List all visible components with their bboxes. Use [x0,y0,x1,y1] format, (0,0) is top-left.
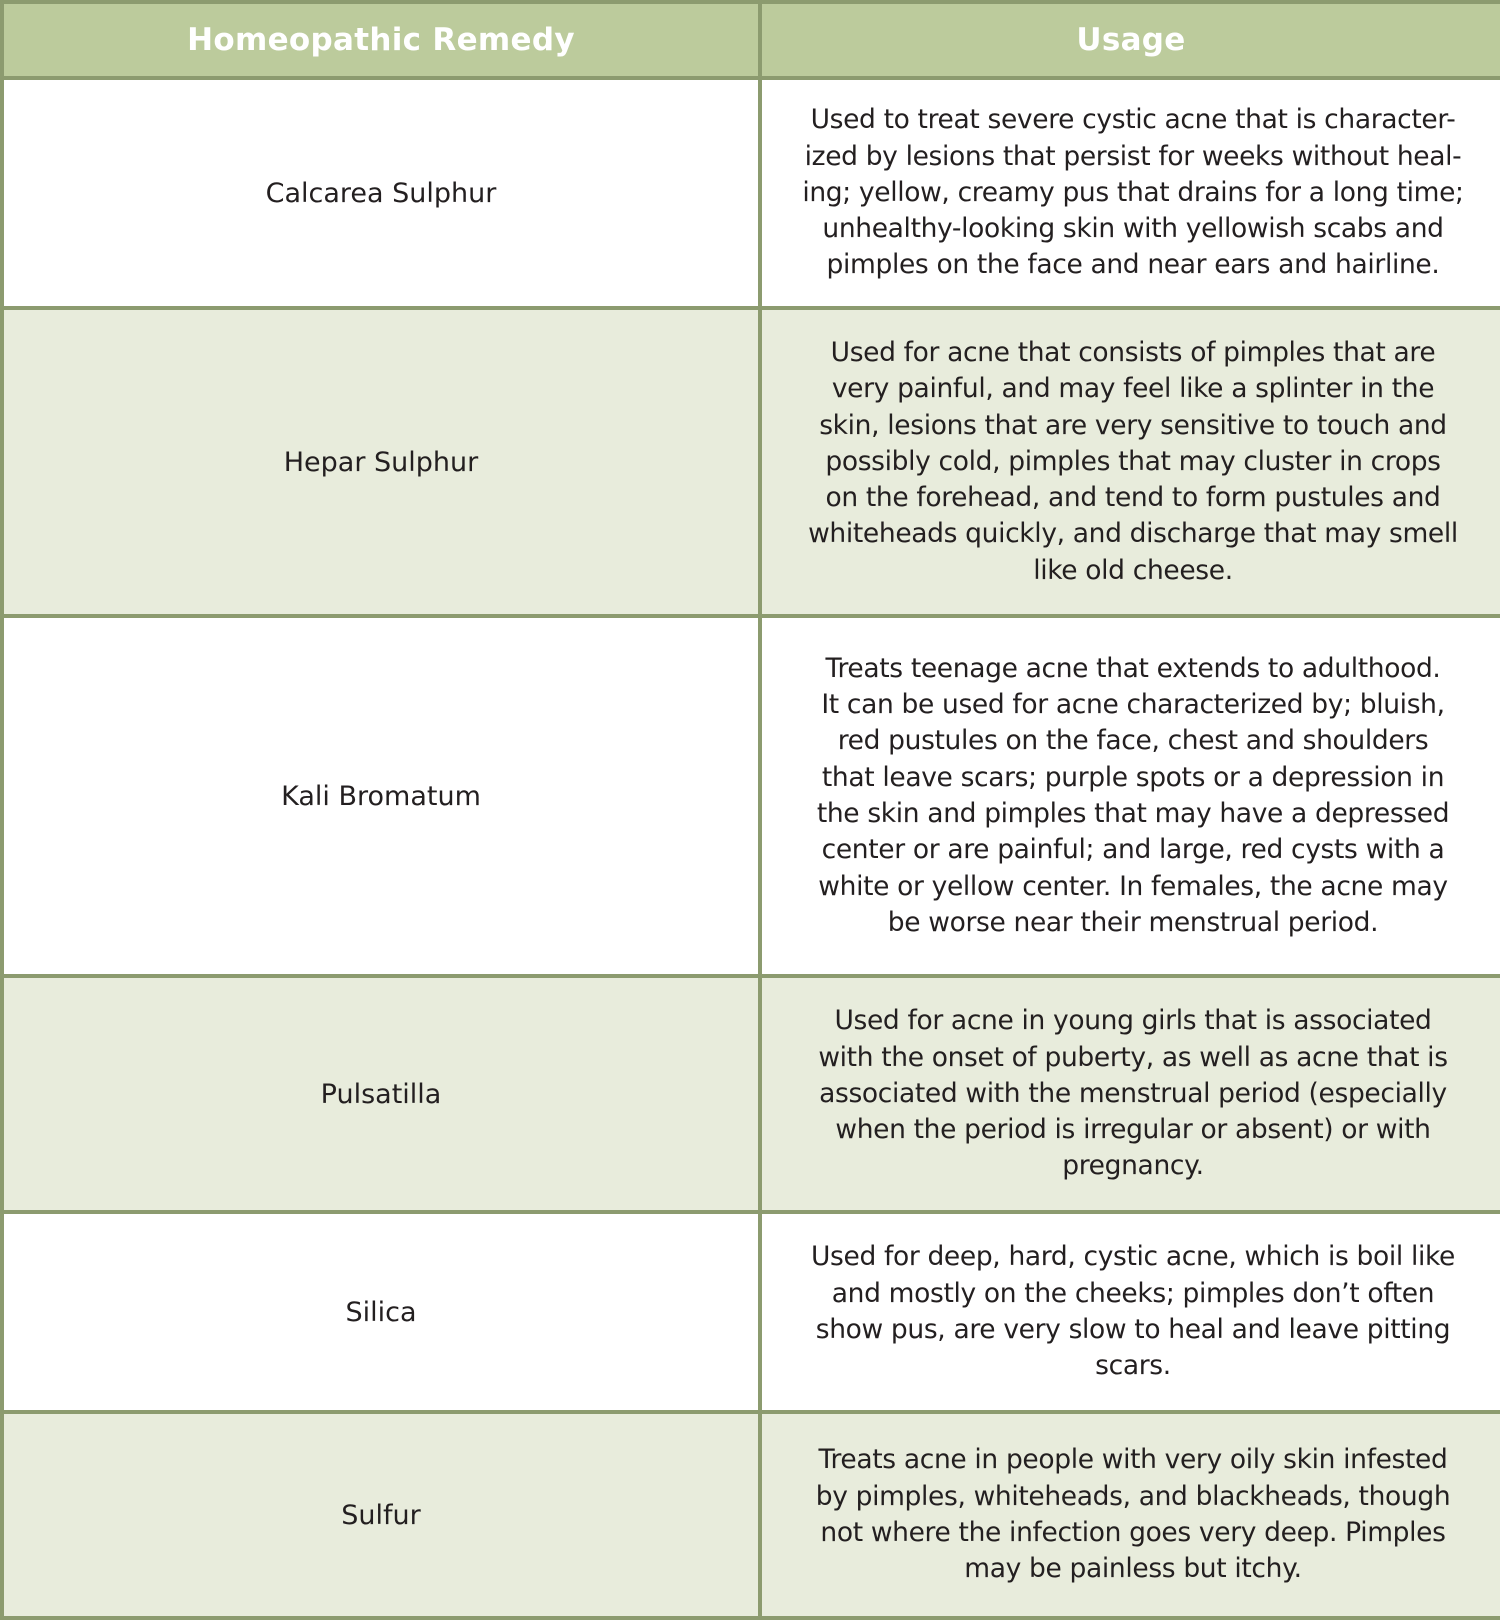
remedy-name: Pulsatilla [2,976,760,1212]
usage-line: red pustules on the face, chest and shoulders [837,725,1429,757]
usage-line: whiteheads quickly, and discharge that may smell [808,518,1458,550]
usage-line: and mostly on the cheeks; pimples don’t often [831,1277,1435,1309]
remedy-usage [760,976,1500,1212]
header-remedy: Homeopathic Remedy [2,2,760,78]
usage-line: the skin and pimples that may have a depressed [816,798,1450,829]
remedy-usage [760,616,1500,976]
usage-line: skin, lesions that are very sensitive to touch and [819,409,1447,441]
table-row [2,616,1500,976]
usage-line: by pimples, whiteheads, and blackheads, though [815,1480,1451,1512]
usage-line: white or yellow center. In females, the acne may [818,870,1448,902]
usage-line: like old cheese. [1033,554,1233,586]
usage-line: Treats acne in people with very oily skin infested [818,1444,1448,1476]
usage-line: with the onset of puberty, as well as acne that is [818,1041,1448,1073]
usage-line: possibly cold, pimples that may cluster in crops [825,445,1441,477]
table-row [2,1412,1500,1618]
usage-line: very painful, and may feel like a splinter in the [831,373,1435,405]
remedy-usage [760,78,1500,308]
usage-line: on the forehead, and tend to form pustules and [825,482,1441,514]
remedy-usage [760,1412,1500,1618]
remedy-name: Hepar Sulphur [2,308,760,616]
usage-line: unhealthy-looking skin with yellowish scabs and [822,213,1444,245]
remedy-usage [760,1212,1500,1412]
usage-line: pimples on the face and near ears and hairline. [826,249,1440,281]
usage-line: Used for deep, hard, cystic acne, which is boil like [810,1241,1456,1273]
usage-line: that leave scars; purple spots or a depression in [821,761,1445,793]
usage-line: be worse near their menstrual period. [887,906,1379,938]
remedy-usage [760,308,1500,616]
usage-line: It can be used for acne characterized by; bluish, [821,689,1445,721]
usage-line: may be painless but itchy. [964,1553,1302,1585]
table-row [2,976,1500,1212]
remedy-name: Silica [2,1212,760,1412]
usage-line: not where the infection goes very deep. Pimples [820,1517,1446,1548]
table-row [2,78,1500,308]
remedy-name: Kali Bromatum [2,616,760,976]
usage-line: Used for acne in young girls that is associated [834,1005,1432,1037]
header-usage: Usage [760,2,1500,78]
usage-line: when the period is irregular or absent) or with [835,1114,1431,1146]
usage-line: show pus, are very slow to heal and leave pitting [815,1314,1451,1345]
usage-line: Treats teenage acne that extends to adulthood. [825,652,1441,684]
usage-line: scars. [1095,1350,1171,1382]
table-header-row [2,2,1500,78]
usage-line: Used for acne that consists of pimples that are [830,336,1436,368]
usage-line: Used to treat severe cystic acne that is character- [810,104,1456,136]
usage-line: ing; yellow, creamy pus that drains for a long time; [802,176,1464,208]
table-row [2,308,1500,616]
usage-line: pregnancy. [1062,1150,1204,1182]
remedy-name: Sulfur [2,1412,760,1618]
usage-line: associated with the menstrual period (especially [819,1077,1447,1109]
usage-line: center or are painful; and large, red cysts with a [821,834,1445,866]
usage-line: ized by lesions that persist for weeks without heal- [804,140,1462,172]
remedy-name: Calcarea Sulphur [2,78,760,308]
table-row [2,1212,1500,1412]
